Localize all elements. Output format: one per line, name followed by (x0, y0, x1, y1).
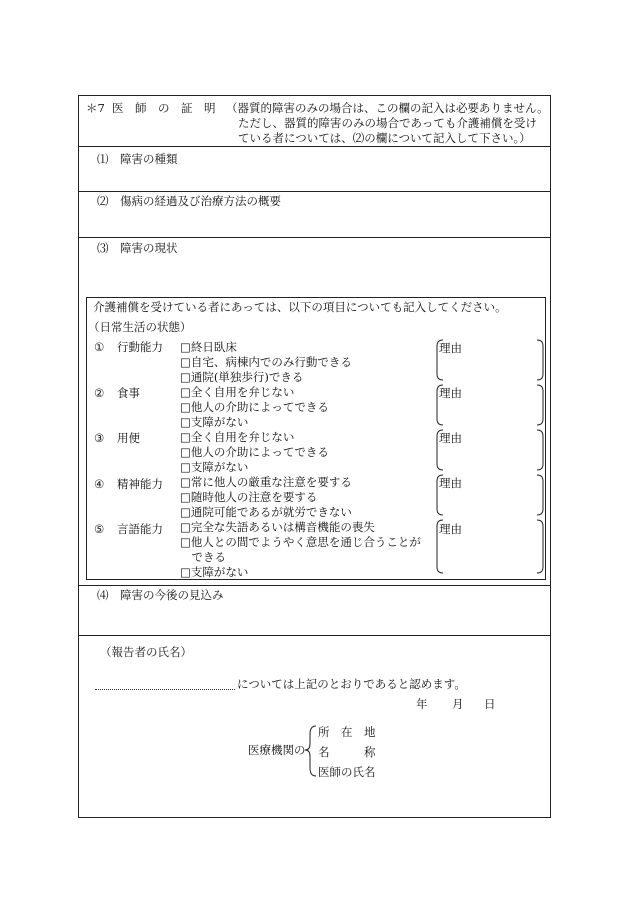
item-5-label: 言語能力 (117, 522, 163, 536)
item-2-option-3[interactable]: □支障がない (180, 415, 249, 429)
reason-5-left-bracket (437, 520, 443, 573)
item-3-number: ③ (94, 431, 105, 445)
institution-label: 医療機関の (248, 743, 306, 757)
divider (78, 585, 551, 586)
item-4-number: ④ (94, 477, 105, 491)
confirm-text: については上記のとおりであると認めます。 (237, 677, 466, 691)
item-5-option-3[interactable]: □支障がない (180, 565, 249, 579)
item-1-reason-label: 理由 (439, 341, 462, 355)
item-2-option-2[interactable]: □他人の介助によってできる (180, 400, 329, 414)
reason-5-right-bracket (537, 520, 543, 573)
reason-3-left-bracket (437, 430, 443, 470)
section-1-title: ⑴ 障害の種類 (97, 152, 178, 166)
care-intro: 介護補償を受けている者にあっては、以下の項目についても記入してください。 (93, 300, 507, 314)
reason-1-left-bracket (437, 340, 443, 380)
header-note-line-3: ている者については、⑵の欄について記入して下さい。） (238, 131, 531, 145)
item-1-number: ① (94, 340, 105, 354)
doctor-name-label: 医師の氏名 (318, 765, 376, 779)
reason-2-left-bracket (437, 385, 443, 425)
item-3-option-2[interactable]: □他人の介助によってできる (180, 445, 329, 459)
reporter-label: （報告者の氏名） (100, 645, 192, 659)
item-3-reason-label: 理由 (439, 431, 462, 445)
item-1-label: 行動能力 (117, 340, 163, 354)
date-day: 日 (484, 697, 496, 711)
reason-3-right-bracket (537, 430, 543, 470)
institution-address-label: 所 在 地 (318, 725, 376, 739)
section-4-answer-area[interactable] (79, 604, 550, 634)
header-note-line-2: ただし、器質的障害のみの場合であっても介護補償を受け (238, 116, 537, 130)
item-1-option-1[interactable]: □終日臥床 (180, 340, 237, 354)
item-5-option-2[interactable]: □他人との間でようやく意思を通じ合うことが (180, 535, 421, 549)
institution-brace (305, 726, 316, 776)
section-4-title: ⑷ 障害の今後の見込み (97, 588, 224, 602)
institution-name-label: 名 称 (318, 745, 376, 759)
item-3-option-3[interactable]: □支障がない (180, 460, 249, 474)
care-subtitle: （日常生活の状態） (88, 320, 192, 334)
item-4-option-1[interactable]: □常に他人の厳重な注意を要する (180, 475, 352, 489)
item-3-option-1[interactable]: □全く自用を弁じない (180, 430, 295, 444)
reason-2-right-bracket (537, 385, 543, 425)
item-1-option-3[interactable]: □通院(単独歩行)できる (180, 370, 304, 384)
divider (78, 635, 551, 636)
item-4-option-3[interactable]: □通院可能であるが就労できない (180, 505, 352, 519)
section-3-title: ⑶ 障害の現状 (97, 241, 178, 255)
section-2-title: ⑵ 傷病の経過及び治療方法の概要 (97, 194, 281, 208)
header-note-line-1: （器質的障害のみの場合は、この欄の記入は必要ありません。 (226, 101, 549, 115)
item-2-number: ② (94, 386, 105, 400)
item-2-label: 食事 (117, 386, 140, 400)
item-2-reason-label: 理由 (439, 386, 462, 400)
reason-4-right-bracket (537, 475, 543, 515)
item-4-reason-label: 理由 (439, 476, 462, 490)
reason-1-right-bracket (537, 340, 543, 380)
item-5-reason-label: 理由 (439, 522, 462, 536)
header-number: ＊7 (86, 101, 105, 115)
item-5-option-2-cont: できる (180, 550, 226, 564)
reporter-name-field[interactable] (95, 689, 235, 690)
item-4-option-2[interactable]: □随時他人の注意を要する (180, 490, 318, 504)
header-title: 医 師 の 証 明 (112, 101, 216, 115)
date-year: 年 (416, 697, 428, 711)
item-3-label: 用便 (117, 431, 140, 445)
item-5-number: ⑤ (94, 522, 105, 536)
reason-4-left-bracket (437, 475, 443, 515)
item-1-option-2[interactable]: □自宅、病棟内でのみ行動できる (180, 355, 352, 369)
item-4-label: 精神能力 (117, 477, 163, 491)
date-month: 月 (452, 697, 464, 711)
item-5-option-1[interactable]: □完全な失語あるいは構音機能の喪失 (180, 520, 375, 534)
item-2-option-1[interactable]: □全く自用を弁じない (180, 385, 295, 399)
